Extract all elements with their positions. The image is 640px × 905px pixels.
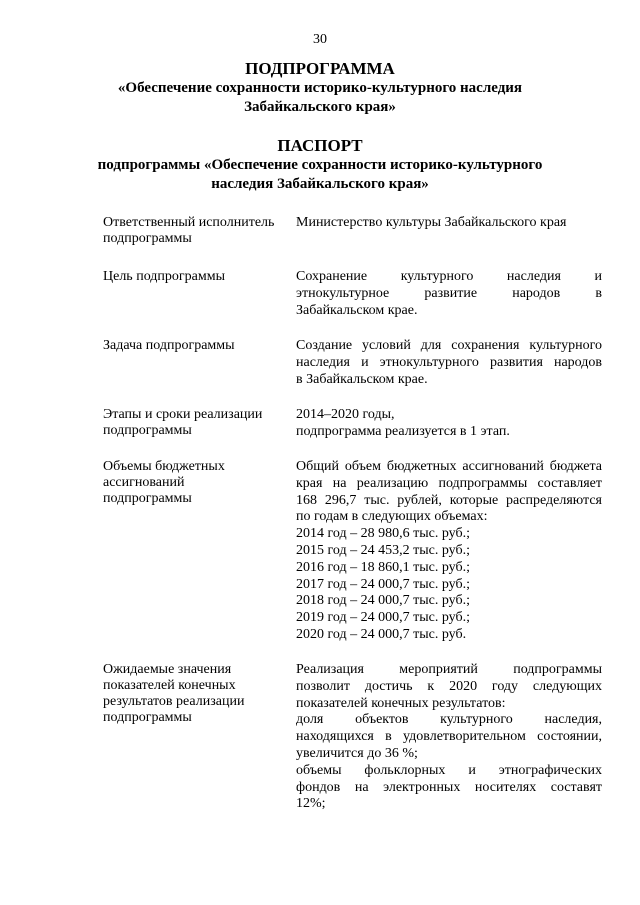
row-label-line: показателей конечных [103,678,236,693]
row-value [296,662,602,813]
row-value-line: 2019 год – 24 000,7 тыс. руб.; [296,610,470,626]
row-value-line: показателей конечных результатов: [296,695,506,711]
row-value-line: 2014 год – 28 980,6 тыс. руб.; [296,526,470,542]
subprogram-heading-line3: Забайкальского края» [244,99,396,115]
row-value-line: 2016 год – 18 860,1 тыс. руб.; [296,559,470,575]
row-value-line: подпрограмма реализуется в 1 этап. [296,423,510,439]
row-value-line: наследия и этнокультурного развития народов [296,354,602,370]
row-label-line: подпрограммы [103,423,192,438]
row-value-line: 12%; [296,796,326,812]
row-value-line: Общий объем бюджетных ассигнований бюджета [296,459,602,474]
row-value-line: 2015 год – 24 453,2 тыс. руб.; [296,542,470,558]
row-value-line: находящихся в удовлетворительном состоянии, [296,729,602,745]
row-value-line: в Забайкальском крае. [296,371,428,387]
row-label [103,407,283,439]
row-value-line: 2017 год – 24 000,7 тыс. руб.; [296,576,470,592]
row-label-line: Задача подпрограммы [103,338,235,353]
row-value-line: Реализация мероприятий подпрограммы [296,662,602,677]
row-value-line: этнокультурное развитие народов в [296,285,602,301]
row-label-line: подпрограммы [103,491,192,506]
row-value-line: позволит достичь к 2020 году следующих [296,678,602,694]
row-label-line: подпрограммы [103,710,192,725]
row-value [296,407,602,441]
row-label-line: подпрограммы [103,231,192,246]
subprogram-heading [0,59,640,117]
row-value-line: объемы фольклорных и этнографических [296,762,602,778]
row-label [103,215,283,247]
row-label-line: результатов реализации [103,694,245,709]
row-value-line: 2014–2020 годы, [296,407,395,422]
row-value-line: 168 296,7 тыс. рублей, которые распределяются [296,492,602,508]
row-value-line: Министерство культуры Забайкальского края [296,215,567,230]
row-label-line: Цель подпрограммы [103,269,225,284]
row-value-line: Создание условий для сохранения культурного [296,338,602,353]
row-label [103,269,283,285]
row-label-line: Объемы бюджетных [103,459,225,474]
row-value [296,338,602,388]
row-value-line: фондов на электронных носителях составят [296,779,602,795]
row-value-line: доля объектов культурного наследия, [296,712,602,728]
row-value-line: по годам в следующих объемах: [296,509,488,525]
row-value-line: края на реализацию подпрограммы составляет [296,475,602,491]
row-label-line: ассигнований [103,475,185,490]
row-label [103,662,283,726]
row-value-line: увеличится до 36 %; [296,745,418,761]
passport-heading-line1: ПАСПОРТ [277,136,363,155]
row-label-line: Этапы и сроки реализации [103,407,263,422]
row-value [296,459,602,644]
row-value-line: Забайкальском крае. [296,302,418,318]
passport-heading-line3: наследия Забайкальского края» [211,176,429,192]
row-label [103,338,283,354]
subprogram-heading-line2: «Обеспечение сохранности историко-культурного наследия [117,80,523,96]
row-value-line: 2020 год – 24 000,7 тыс. руб. [296,626,467,642]
passport-heading [0,136,640,194]
row-value [296,215,602,232]
page-number: 30 [313,32,327,47]
row-value-line: Сохранение культурного наследия и [296,269,602,284]
subprogram-heading-line1: ПОДПРОГРАММА [245,59,395,78]
row-value-line: 2018 год – 24 000,7 тыс. руб.; [296,593,470,609]
row-label [103,459,283,507]
passport-heading-line2: подпрограммы «Обеспечение сохранности историко-культурного [97,157,543,173]
row-label-line: Ожидаемые значения [103,662,232,677]
row-value [296,269,602,319]
row-label-line: Ответственный исполнитель [103,215,275,230]
